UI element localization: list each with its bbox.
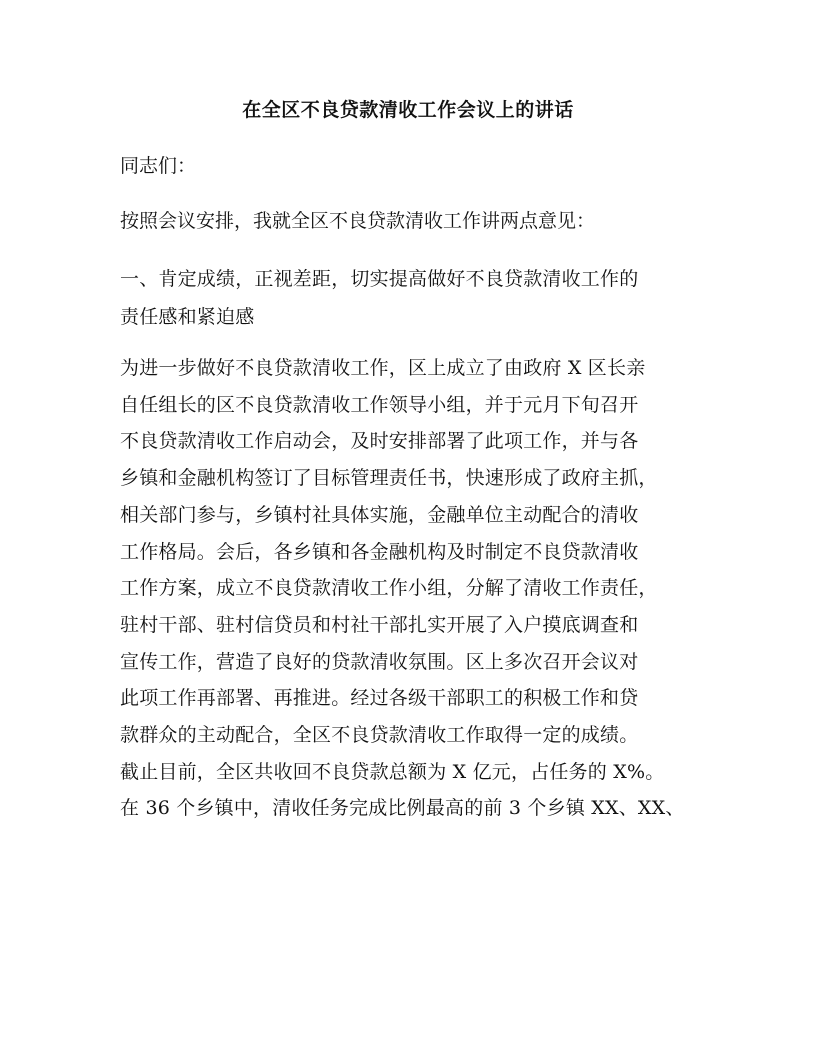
body-line: 为进一步做好不良贷款清收工作，区上成立了由政府 X 区长亲 — [120, 357, 646, 379]
body-line: 驻村干部、驻村信贷员和村社干部扎实开展了入户摸底调查和 — [120, 613, 639, 636]
body-paragraph — [120, 350, 710, 827]
body-line: 在 36 个乡镇中，清收任务完成比例最高的前 3 个乡镇 XX、XX、 — [120, 797, 685, 820]
body-line: 款群众的主动配合，全区不良贷款清收工作取得一定的成绩。 — [120, 724, 639, 747]
section-heading — [120, 260, 705, 336]
body-line: 乡镇和金融机构签订了目标管理责任书，快速形成了政府主抓， — [120, 467, 658, 490]
body-line: 不良贷款清收工作启动会，及时安排部署了此项工作，并与各 — [120, 430, 639, 453]
body-line: 自任组长的区不良贷款清收工作领导小组，并于元月下旬召开 — [120, 393, 639, 416]
greeting-line: 同志们： — [120, 155, 197, 177]
section-heading-line: 一、肯定成绩，正视差距，切实提高做好不良贷款清收工作的 — [120, 268, 639, 290]
body-line: 相关部门参与，乡镇村社具体实施，金融单位主动配合的清收 — [120, 503, 639, 526]
body-line: 工作格局。会后，各乡镇和各金融机构及时制定不良贷款清收 — [120, 540, 639, 563]
intro-paragraph: 按照会议安排，我就全区不良贷款清收工作讲两点意见： — [120, 210, 596, 232]
document-title: 在全区不良贷款清收工作会议上的讲话 — [242, 99, 574, 121]
body-line: 截止目前，全区共收回不良贷款总额为 X 亿元，占任务的 X%。 — [120, 760, 665, 783]
body-line: 工作方案，成立不良贷款清收工作小组，分解了清收工作责任， — [120, 577, 658, 600]
body-line: 宣传工作，营造了良好的贷款清收氛围。区上多次召开会议对 — [120, 650, 639, 673]
section-heading-line: 责任感和紧迫感 — [120, 306, 255, 328]
body-line: 此项工作再部署、再推进。经过各级干部职工的积极工作和贷 — [120, 687, 639, 710]
